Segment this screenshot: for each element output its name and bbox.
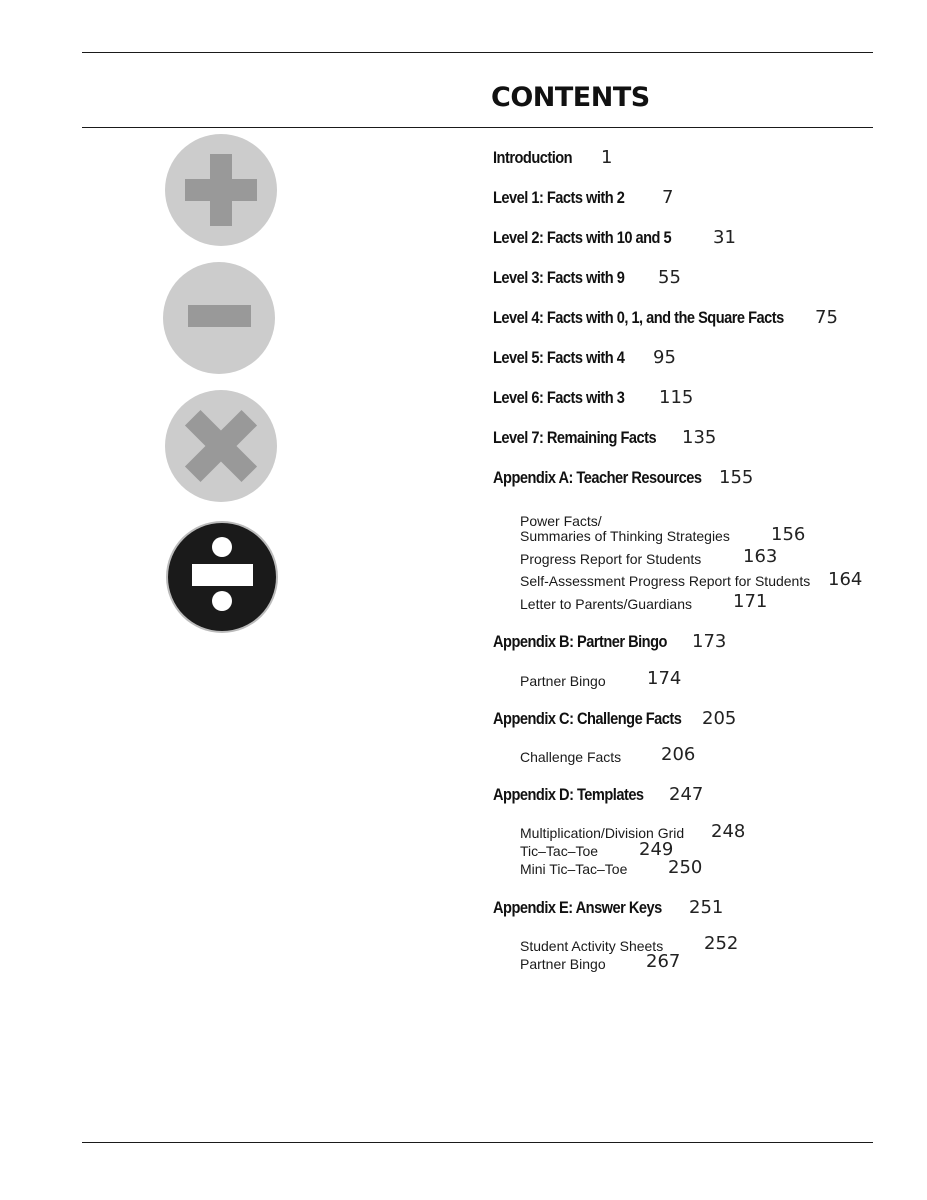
toc-page-number: 155 [719, 467, 754, 488]
toc-entry-label: Level 4: Facts with 0, 1, and the Square Facts [493, 308, 784, 327]
toc-entry-level-5[interactable] [493, 347, 646, 370]
toc-entry-level-2[interactable] [493, 227, 700, 250]
toc-subentry-multiplication-grid[interactable]: Multiplication/Division Grid [520, 825, 685, 841]
toc-page-number: 171 [733, 591, 768, 612]
toc-subentry-self-assessment[interactable]: Self-Assessment Progress Report for Students [520, 573, 811, 589]
toc-page-number: 247 [669, 784, 704, 805]
toc-page-number: 251 [689, 897, 724, 918]
toc-entry-level-3[interactable] [493, 267, 646, 290]
toc-page-number: 174 [647, 668, 682, 689]
toc-subentry-power-facts[interactable]: Summaries of Thinking Strategies [520, 528, 730, 544]
toc-entry-label: Level 1: Facts with 2 [493, 188, 625, 207]
toc-page-number: 267 [646, 951, 681, 972]
toc-page-number: 7 [662, 187, 674, 208]
toc-entry-label: Appendix A: Teacher Resources [493, 468, 702, 487]
toc-page-number: 1 [601, 147, 613, 168]
toc-entry-appendix-a[interactable] [493, 467, 735, 490]
toc-entry-level-6[interactable] [493, 387, 646, 410]
divide-icon [166, 521, 278, 633]
toc-subentry-tic-tac-toe[interactable]: Tic–Tac–Toe [520, 843, 599, 859]
toc-page-number: 163 [743, 546, 778, 567]
multiply-icon [165, 390, 277, 502]
toc-page-number: 95 [653, 347, 676, 368]
toc-page-number: 156 [771, 524, 806, 545]
toc-entry-appendix-e[interactable] [493, 897, 689, 920]
toc-page-number: 115 [659, 387, 694, 408]
bottom-rule [82, 1142, 873, 1143]
toc-entry-label: Appendix D: Templates [493, 785, 644, 804]
toc-subentry-letter-to-parents[interactable]: Letter to Parents/Guardians [520, 596, 692, 612]
toc-entry-label: Appendix E: Answer Keys [493, 898, 662, 917]
toc-subentry-partner-bingo-key[interactable]: Partner Bingo [520, 956, 606, 972]
page-title: CONTENTS [491, 82, 650, 113]
toc-page-number: 250 [668, 857, 703, 878]
plus-icon [165, 134, 277, 246]
toc-page-number: 55 [658, 267, 681, 288]
top-rule [82, 52, 873, 53]
toc-subentry-progress-report[interactable]: Progress Report for Students [520, 551, 702, 567]
toc-page-number: 206 [661, 744, 696, 765]
toc-subentry-challenge-facts[interactable]: Challenge Facts [520, 749, 622, 765]
toc-page-number: 252 [704, 933, 739, 954]
toc-entry-label: Level 7: Remaining Facts [493, 428, 657, 447]
toc-page-number: 249 [639, 839, 674, 860]
toc-entry-level-4[interactable] [493, 307, 831, 330]
toc-entry-label: Appendix C: Challenge Facts [493, 709, 682, 728]
toc-page-number: 164 [828, 569, 863, 590]
toc-entry-level-1[interactable] [493, 187, 646, 210]
toc-subentry-student-activity-sheets[interactable]: Student Activity Sheets [520, 938, 664, 954]
toc-page-number: 135 [682, 427, 717, 448]
toc-entry-appendix-d[interactable] [493, 784, 668, 807]
toc-page-number: 248 [711, 821, 746, 842]
toc-page-number: 173 [692, 631, 727, 652]
toc-page-number: 75 [815, 307, 838, 328]
toc-entry-label: Level 5: Facts with 4 [493, 348, 625, 367]
toc-entry-label: Level 3: Facts with 9 [493, 268, 625, 287]
toc-page-number: 31 [713, 227, 736, 248]
toc-entry-label: Level 6: Facts with 3 [493, 388, 625, 407]
toc-subentry-label-line1: Power Facts/ [520, 513, 602, 529]
toc-entry-label: Appendix B: Partner Bingo [493, 632, 667, 651]
toc-page-number: 205 [702, 708, 737, 729]
toc-subentry-mini-tic-tac-toe[interactable]: Mini Tic–Tac–Toe [520, 861, 628, 877]
toc-subentry-partner-bingo[interactable]: Partner Bingo [520, 673, 606, 689]
title-rule [82, 127, 873, 128]
toc-entry-level-7[interactable] [493, 427, 683, 450]
toc-entry-introduction[interactable] [493, 147, 585, 170]
toc-entry-label: Introduction [493, 148, 573, 167]
minus-icon [163, 262, 275, 374]
toc-entry-appendix-b[interactable] [493, 631, 695, 654]
toc-entry-appendix-c[interactable] [493, 708, 712, 731]
toc-entry-label: Level 2: Facts with 10 and 5 [493, 228, 672, 247]
